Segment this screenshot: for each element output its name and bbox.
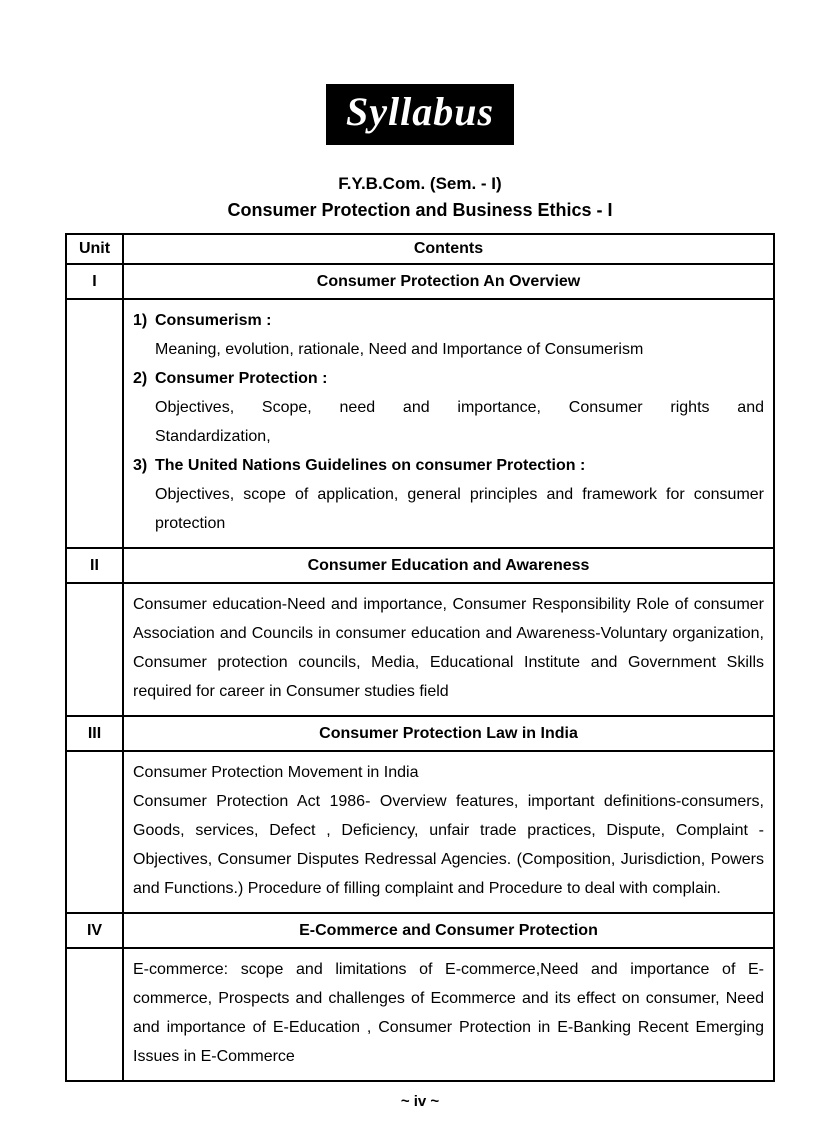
list-item-heading: The United Nations Guidelines on consumer Protection : <box>155 457 586 474</box>
section-2-title: Consumer Education and Awareness <box>123 548 774 583</box>
list-item-number: 2) <box>133 370 148 387</box>
unit-3-cell: III <box>66 716 123 751</box>
section-1-content <box>123 299 774 548</box>
list-item-body-line: Objectives, Scope, need and importance, Consumer rights and <box>155 399 764 416</box>
section-2-title-row <box>66 548 774 583</box>
unit-4-empty-cell <box>66 948 123 1081</box>
course-title: Consumer Protection and Business Ethics - I <box>227 200 613 220</box>
unit-4-cell: IV <box>66 913 123 948</box>
list-item-body: Meaning, evolution, rationale, Need and Importance of Consumerism <box>155 341 644 358</box>
section-2-content <box>123 583 774 716</box>
unit-1-empty-cell <box>66 299 123 548</box>
section-paragraph: E-commerce: scope and limitations of E-commerce,Need and importance of E-commerce, Prospects and challenges of Ecommerce and its effect on consumer, Need and importance of E-Education , Consumer Protection in E-Banking Recent Emerging Issues in E-Commerce <box>133 961 764 1065</box>
section-4-content <box>123 948 774 1081</box>
section-4-content-row <box>66 948 774 1081</box>
unit-2-cell: II <box>66 548 123 583</box>
list-item-number: 1) <box>133 312 148 329</box>
unit-3-empty-cell <box>66 751 123 913</box>
list-item <box>133 364 764 451</box>
syllabus-banner <box>326 84 514 145</box>
list-item <box>133 451 764 538</box>
section-paragraph: Consumer Protection Movement in India <box>133 764 419 781</box>
page-number: ~ iv ~ <box>400 1093 440 1110</box>
section-3-title: Consumer Protection Law in India <box>123 716 774 751</box>
section-1-title: Consumer Protection An Overview <box>123 264 774 299</box>
section-paragraph: Consumer education-Need and importance, Consumer Responsibility Role of consumer Association and Councils in consumer education and Awareness-Voluntary organization, Consumer protection councils, Media, Educational Institute and Government Skills required for career in Consumer studies field <box>133 596 764 700</box>
section-3-content-row <box>66 751 774 913</box>
contents-column-header: Contents <box>123 234 774 264</box>
section-1-content-row <box>66 299 774 548</box>
list-item-number: 3) <box>133 457 148 474</box>
unit-1-cell: I <box>66 264 123 299</box>
list-item-body-line: Standardization, <box>155 428 271 445</box>
list-item <box>133 306 764 364</box>
course-subtitle: F.Y.B.Com. (Sem. - I) <box>338 174 502 193</box>
list-item-heading: Consumerism : <box>155 312 272 329</box>
section-1-title-row <box>66 264 774 299</box>
syllabus-banner-title: Syllabus <box>345 89 495 134</box>
syllabus-table <box>65 233 775 1082</box>
section-4-title: E-Commerce and Consumer Protection <box>123 913 774 948</box>
section-2-content-row <box>66 583 774 716</box>
section-3-title-row <box>66 716 774 751</box>
unit-column-header: Unit <box>66 234 123 264</box>
list-item-body: Objectives, scope of application, general principles and framework for consumer protection <box>155 486 764 532</box>
list-item-heading: Consumer Protection : <box>155 370 328 387</box>
section-paragraph: Consumer Protection Act 1986- Overview features, important definitions-consumers, Goods, services, Defect , Deficiency, unfair trade practices, Dispute, Complaint -Objectives, Consumer Disputes Redressal Agencies. (Composition, Jurisdiction, Powers and Functions.) Procedure of filling complaint and Procedure to deal with complain. <box>133 793 764 897</box>
section-3-content <box>123 751 774 913</box>
section-4-title-row <box>66 913 774 948</box>
table-header-row <box>66 234 774 264</box>
unit-2-empty-cell <box>66 583 123 716</box>
